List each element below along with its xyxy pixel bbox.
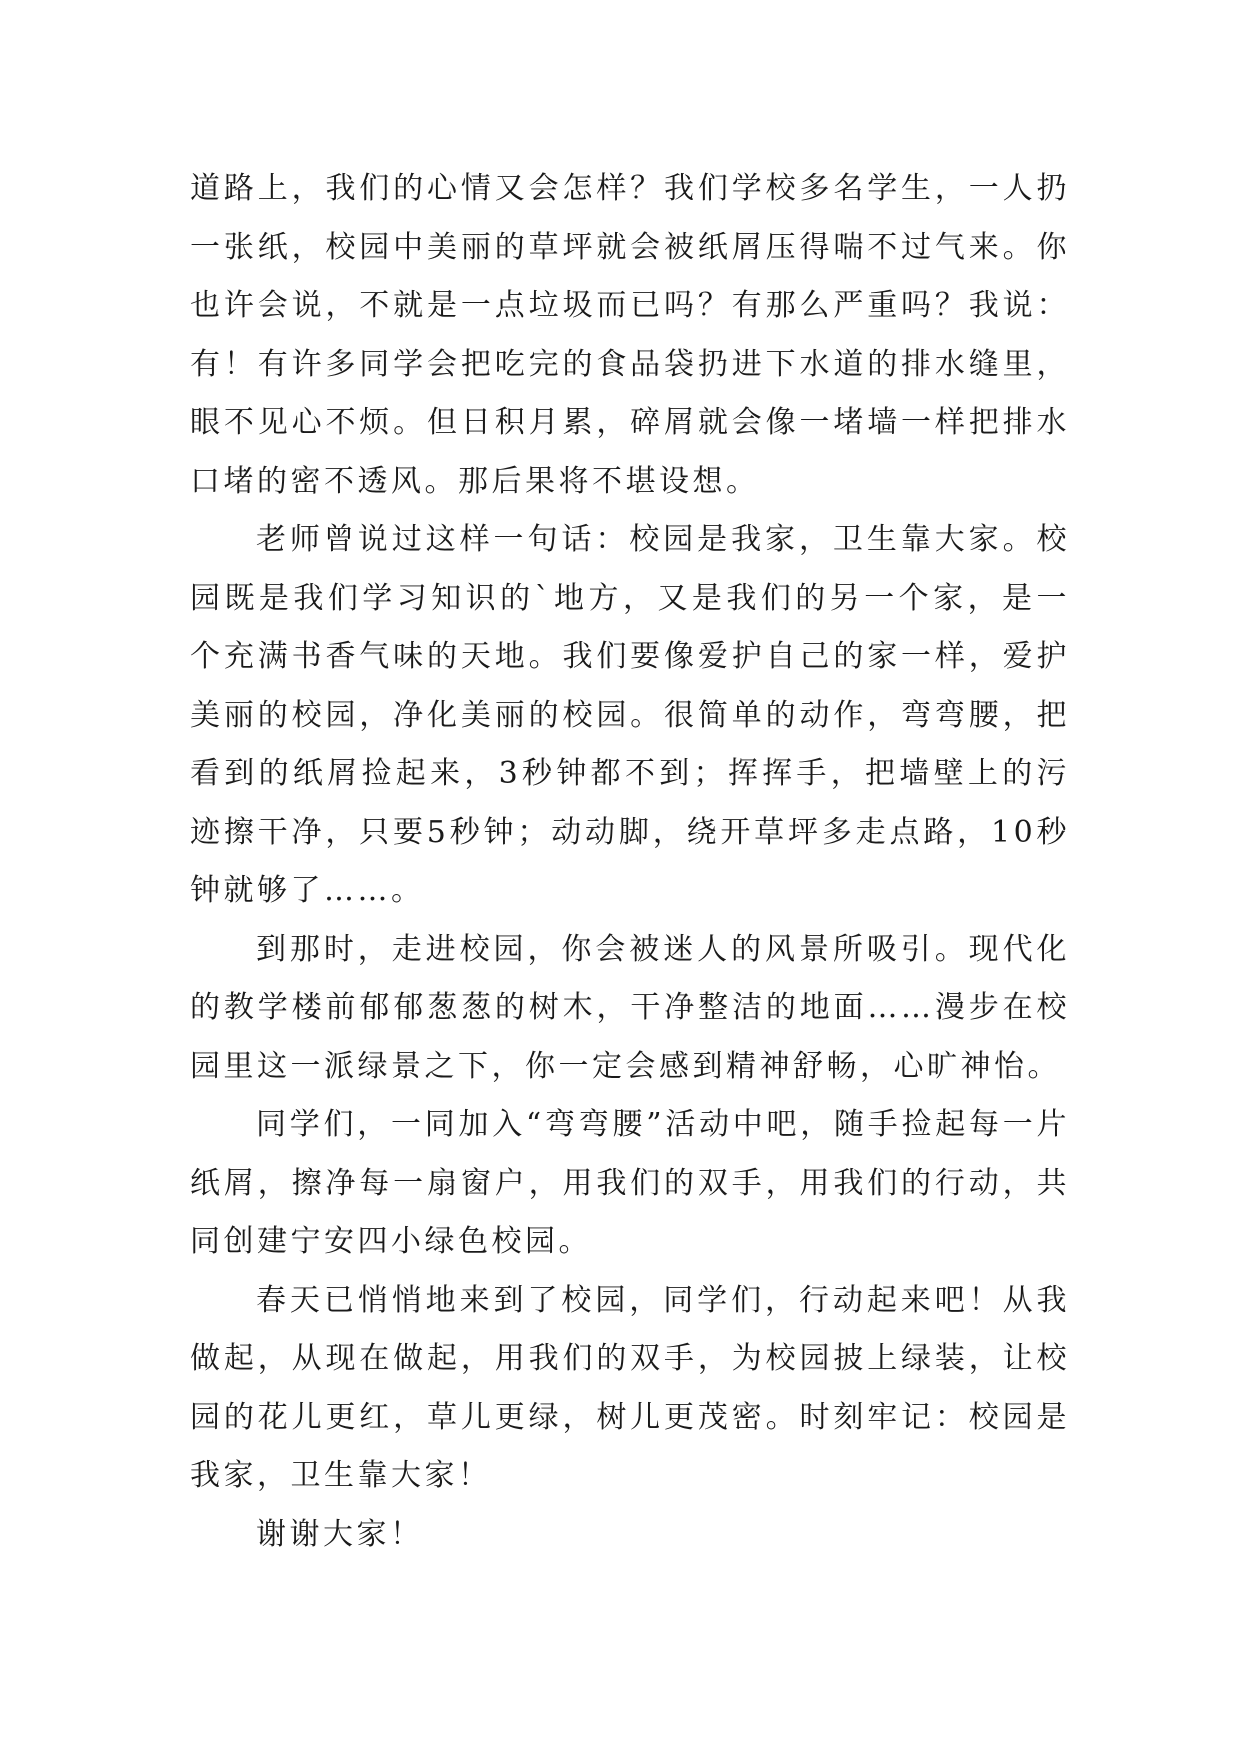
paragraph-thanks: 谢谢大家！ — [256, 1516, 424, 1552]
paragraph-campus-scene: 到那时，走进校园，你会被迷人的风景所吸引。现代化的教学楼前郁郁葱葱的树木，干净整洁的地面……漫步在校园里这一派绿景之下，你一定会感到精神舒畅，心旷神怡。 — [190, 931, 1070, 1084]
paragraph-continued: 道路上，我们的心情又会怎样？我们学校多名学生，一人扔一张纸，校园中美丽的草坪就会被纸屑压得喘不过气来。你也许会说，不就是一点垃圾而已吗？有那么严重吗？我说：有！有许多同学会把吃完的食品袋扔进下水道的排水缝里，眼不见心不烦。但日积月累，碎屑就会像一堵墙一样把排水口堵的密不透风。那后果将不堪设想。 — [190, 171, 1070, 499]
paragraph-teacher-quote: 老师曾说过这样一句话：校园是我家，卫生靠大家。校园既是我们学习知识的`地方，又是我们的另一个家，是一个充满书香气味的天地。我们要像爱护自己的家一样，爱护美丽的校园，净化美丽的校园。很简单的动作，弯弯腰，把看到的纸屑捡起来，3秒钟都不到；挥挥手，把墙壁上的污迹擦干净，只要5秒钟；动动脚，绕开草坪多走点路，10秒钟就够了……。 — [190, 522, 1070, 908]
document-body — [190, 160, 1070, 1564]
paragraph-call-to-action: 同学们，一同加入“弯弯腰”活动中吧，随手捡起每一片纸屑，擦净每一扇窗户，用我们的双手，用我们的行动，共同创建宁安四小绿色校园。 — [190, 1107, 1070, 1259]
paragraph-spring: 春天已悄悄地来到了校园，同学们，行动起来吧！从我做起，从现在做起，用我们的双手，为校园披上绿装，让校园的花儿更红，草儿更绿，树儿更茂密。时刻牢记：校园是我家，卫生靠大家！ — [190, 1282, 1070, 1493]
